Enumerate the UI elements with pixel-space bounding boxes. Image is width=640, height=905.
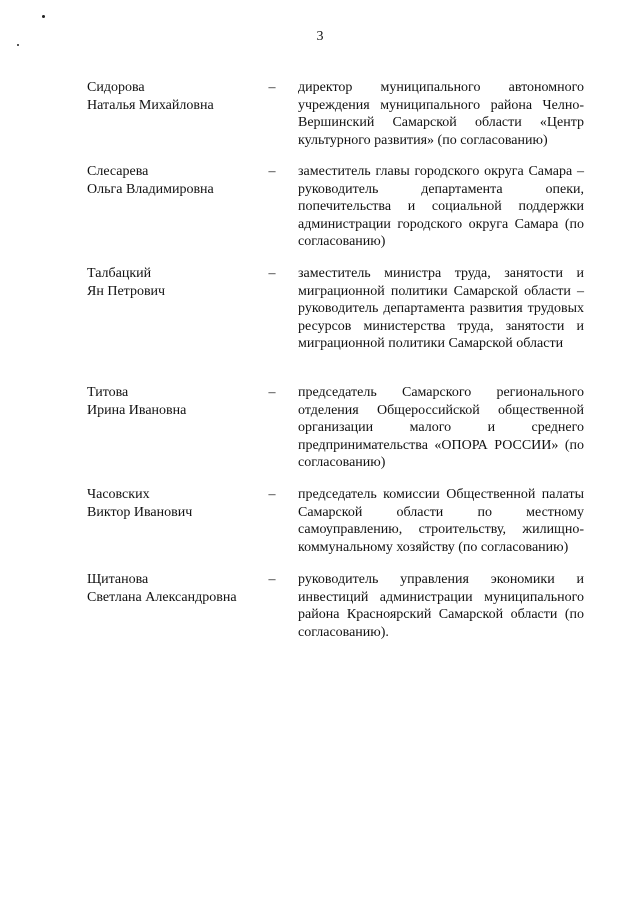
separator-dash: – xyxy=(268,266,276,281)
member-name xyxy=(87,486,262,521)
member-surname: Часовских xyxy=(87,487,150,502)
member-name xyxy=(87,163,262,198)
separator-dash: – xyxy=(268,572,276,587)
member-surname: Талбацкий xyxy=(87,266,152,281)
member-name xyxy=(87,79,262,114)
member-given-names: Ольга Владимировна xyxy=(87,181,214,197)
member-name xyxy=(87,571,262,606)
member-surname: Слесарева xyxy=(87,164,149,179)
member-name xyxy=(87,265,262,300)
separator-dash: – xyxy=(268,80,276,95)
member-position: председатель комиссии Общественной палаты Самарской области по местному самоуправлению, строительству, жилищно-коммунальному хозяйству (по согласованию) xyxy=(298,487,584,555)
member-position: руководитель управления экономики и инвестиций администрации муниципального района Красноярский Самарской области (по согласованию). xyxy=(298,572,584,640)
member-position: председатель Самарского регионального отделения Общероссийской общественной организации малого и среднего предпринимательства «ОПОРА РОССИИ» (по согласованию) xyxy=(298,385,584,470)
separator-dash: – xyxy=(268,164,276,179)
scan-speck xyxy=(42,15,45,18)
member-surname: Титова xyxy=(87,385,129,400)
member-given-names: Светлана Александровна xyxy=(87,589,237,605)
member-position: заместитель главы городского округа Самара – руководитель департамента опеки, попечительства и социальной поддержки администрации городского округа Самара (по согласованию) xyxy=(298,164,584,249)
member-given-names: Наталья Михайловна xyxy=(87,97,214,113)
separator-dash: – xyxy=(268,385,276,400)
page-number: 3 xyxy=(316,29,324,44)
member-given-names: Ирина Ивановна xyxy=(87,402,187,418)
member-given-names: Виктор Иванович xyxy=(87,504,193,520)
member-given-names: Ян Петрович xyxy=(87,283,166,299)
member-surname: Сидорова xyxy=(87,80,145,95)
separator-dash: – xyxy=(268,487,276,502)
member-position: заместитель министра труда, занятости и миграционной политики Самарской области – руководитель департамента развития трудовых ресурсов министерства труда, занятости и миграционной политики Самарской области xyxy=(298,266,584,351)
member-position: директор муниципального автономного учреждения муниципального района Челно-Вершинский Самарской области «Центр культурного развития» (по согласованию) xyxy=(298,80,584,148)
member-name xyxy=(87,384,262,419)
member-surname: Щитанова xyxy=(87,572,149,587)
